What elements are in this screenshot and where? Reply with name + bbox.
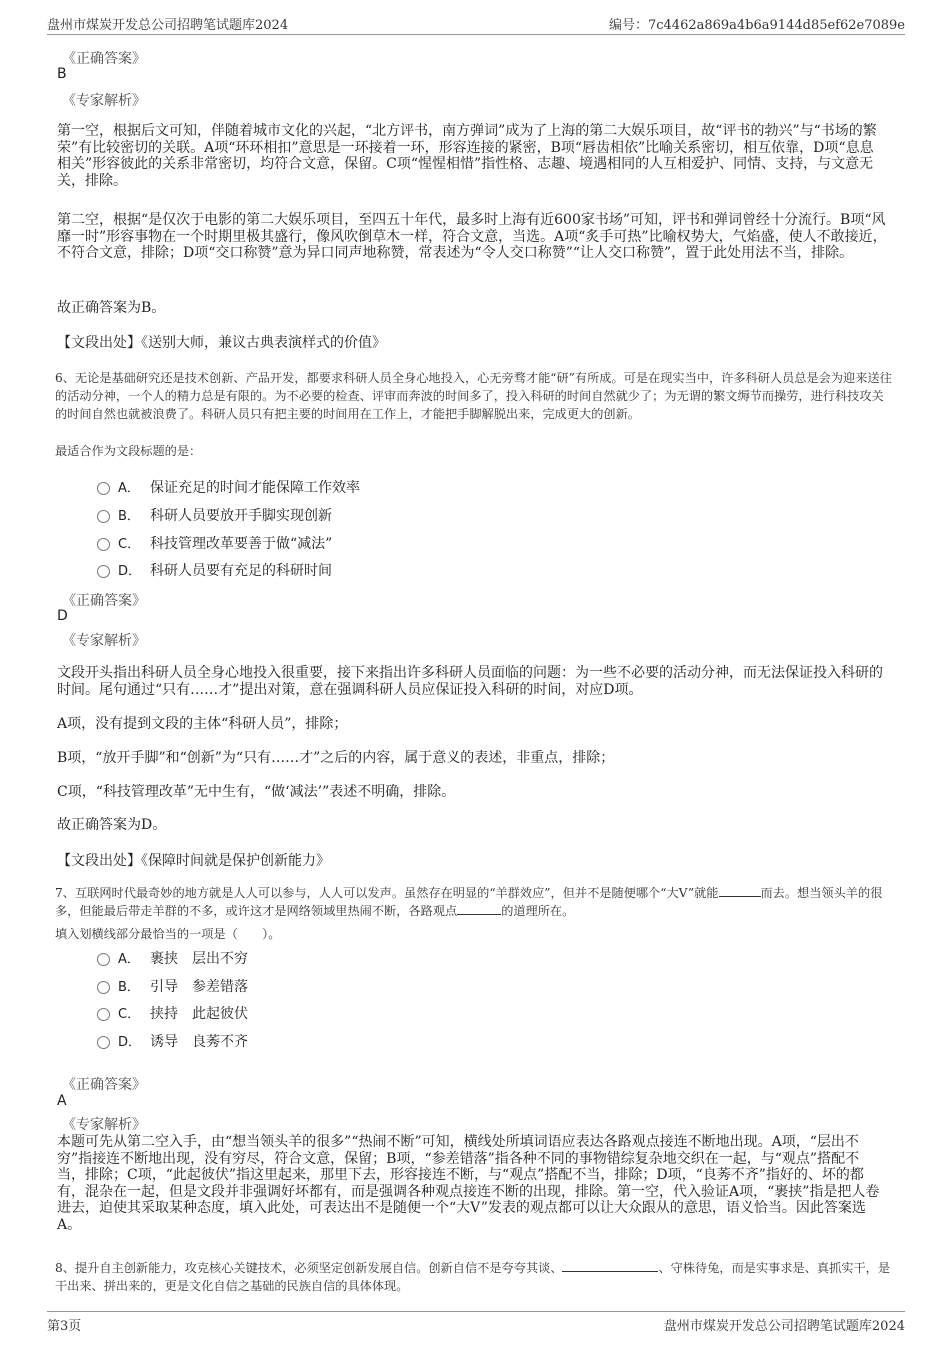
- option-d[interactable]: D． 诱导 良莠不齐: [97, 1031, 248, 1051]
- correct-answer: B: [57, 66, 67, 82]
- footer-title: 盘州市煤炭开发总公司招聘笔试题库2024: [663, 1319, 905, 1334]
- option-b[interactable]: B． 科研人员要放开手脚实现创新: [97, 505, 332, 525]
- analysis-paragraph: 本题可先从第二空入手，由“想当领头羊的很多”“热闹不断”可知，横线处所填词语应表达各路观点接连不断地出现。A项，“层出不穷”指接连不断地出现，没有穷尽，符合文意，保留；B项，“参差错落”指各种不同的事物错综复杂地交织在一起，与“观点”搭配不当，排除；C项，“此起彼伏”指这里起来，那里下去，形容接连不断，与“观点”搭配不当，排除；D项，“良莠不齐”指好的、坏的都有，混杂在一起，但是文段并非强调好坏都有，而是强调各种观点接连不断的出现，排除。第一空，代入验证A项，“裹挟”指是把人卷进去，迫使其采取某种态度，填入此处，可表达出不是随便一个“大V”发表的观点都可以让大众跟从的意思，语义恰当。因此答案选A。: [57, 1134, 880, 1233]
- analysis-label: 《专家解析》: [62, 93, 146, 109]
- page-header: [47, 14, 905, 35]
- radio-icon[interactable]: [97, 482, 110, 495]
- option-b[interactable]: B． 引导 参差错落: [97, 976, 248, 996]
- analysis-paragraph: 第一空，根据后文可知，伴随着城市文化的兴起，“北方评书，南方弹词”成为了上海的第二大娱乐项目，故“评书的勃兴”与“书场的繁荣”有比较密切的关联。A项“环环相扣”意思是一环接着一环，形容连接的紧密，B项“唇齿相依”比喻关系密切，相互依靠，D项“息息相关”形容彼此的关系非常密切，均符合文意，保留。C项“惺惺相惜”指性格、志趣、境遇相同的人互相爱护、同情、支持，与文意无关，排除。: [57, 123, 877, 189]
- fill-blank[interactable]: [719, 884, 761, 897]
- radio-icon[interactable]: [97, 565, 110, 578]
- fill-blank[interactable]: [457, 902, 501, 915]
- analysis-option-a: A项，没有提到文段的主体“科研人员”，排除；: [57, 716, 348, 732]
- page-footer: [47, 1311, 905, 1334]
- option-c[interactable]: C． 科技管理改革要善于做“减法”: [97, 533, 332, 553]
- correct-answer: D: [57, 608, 68, 624]
- question-prompt: 最适合作为文段标题的是：: [55, 444, 202, 458]
- correct-answer-label: 《正确答案》: [62, 593, 146, 609]
- radio-icon[interactable]: [97, 1008, 110, 1021]
- radio-icon[interactable]: [97, 981, 110, 994]
- analysis-conclusion: 故正确答案为B。: [57, 300, 166, 316]
- analysis-label: 《专家解析》: [62, 633, 146, 649]
- analysis-option-c: C项，“科技管理改革”无中生有，“做‘减法’”表述不明确，排除。: [57, 784, 456, 800]
- correct-answer-label: 《正确答案》: [62, 51, 146, 67]
- analysis-conclusion: 故正确答案为D。: [57, 817, 167, 833]
- radio-icon[interactable]: [97, 953, 110, 966]
- passage-source: 【文段出处】《送别大师，兼议古典表演样式的价值》: [57, 335, 386, 351]
- question-stem: 6、无论是基础研究还是技术创新、产品开发，都要求科研人员全身心地投入，心无旁骛才能“研”有所成。可是在现实当中，许多科研人员总是会为迎来送往的活动分神，一个人的精力总是有限的。为不必要的检查、评审而奔波的时间多了，投入科研的时间自然就少了；为无谓的繁文缛节而操劳，进行科技攻关的时间自然也就被浪费了。科研人员只有把主要的时间用在工作上，才能把手脚解脱出来，完成更大的创新。: [55, 371, 892, 421]
- header-doc-id: 编号：7c4462a869a4b6a9144d85ef62e7089e: [608, 18, 905, 33]
- option-d[interactable]: D． 科研人员要有充足的科研时间: [97, 560, 332, 580]
- passage-source: 【文段出处】《保障时间就是保护创新能力》: [57, 853, 330, 869]
- radio-icon[interactable]: [97, 510, 110, 523]
- radio-icon[interactable]: [97, 538, 110, 551]
- page-number: 第3页: [47, 1319, 82, 1334]
- question-stem: 8、提升自主创新能力，攻克核心关键技术，必须坚定创新发展自信。创新自信不是夸夸其谈、 、守株待兔，而是实事求是、真抓实干，是干出来、拼出来的，更是文化自信之基础的民族自信的具体体现。: [55, 1261, 891, 1293]
- correct-answer: A: [57, 1093, 67, 1109]
- option-c[interactable]: C． 挟持 此起彼伏: [97, 1003, 248, 1023]
- question-prompt: 填入划横线部分最恰当的一项是（ ）。: [55, 927, 281, 941]
- analysis-label: 《专家解析》: [62, 1117, 146, 1133]
- fill-blank[interactable]: [562, 1259, 658, 1272]
- correct-answer-label: 《正确答案》: [62, 1077, 146, 1093]
- option-a[interactable]: A． 保证充足的时间才能保障工作效率: [97, 477, 360, 497]
- analysis-option-b: B项，“放开手脚”和“创新”为“只有……才”之后的内容，属于意义的表述，非重点，排除；: [57, 750, 615, 766]
- analysis-paragraph: 文段开头指出科研人员全身心地投入很重要，接下来指出许多科研人员面临的问题：为一些不必要的活动分神，而无法保证投入科研的时间。尾句通过“只有……才”提出对策，意在强调科研人员应保证投入科研的时间，对应D项。: [57, 665, 883, 698]
- header-title: 盘州市煤炭开发总公司招聘笔试题库2024: [47, 18, 289, 33]
- question-stem: 7、互联网时代最奇妙的地方就是人人可以参与，人人可以发声。虽然存在明显的“羊群效应”，但并不是随便哪个“大V”就能 而去。想当领头羊的很多，但能最后带走羊群的不多，或许这才是网络领域里热闹不断，各路观点 的道理所在。: [55, 886, 883, 918]
- radio-icon[interactable]: [97, 1036, 110, 1049]
- option-a[interactable]: A． 裹挟 层出不穷: [97, 948, 248, 968]
- analysis-paragraph: 第二空，根据“是仅次于电影的第二大娱乐项目，至四五十年代，最多时上海有近600家书场”可知，评书和弹词曾经十分流行。B项“风靡一时”形容事物在一个时期里极其盛行，像风吹倒草木一样，符合文意，当选。A项“炙手可热”比喻权势大，气焰盛，使人不敢接近，不符合文意，排除；D项“交口称赞”意为异口同声地称赞，常表述为“令人交口称赞”“让人交口称赞”，置于此处用法不当，排除。: [57, 212, 887, 261]
